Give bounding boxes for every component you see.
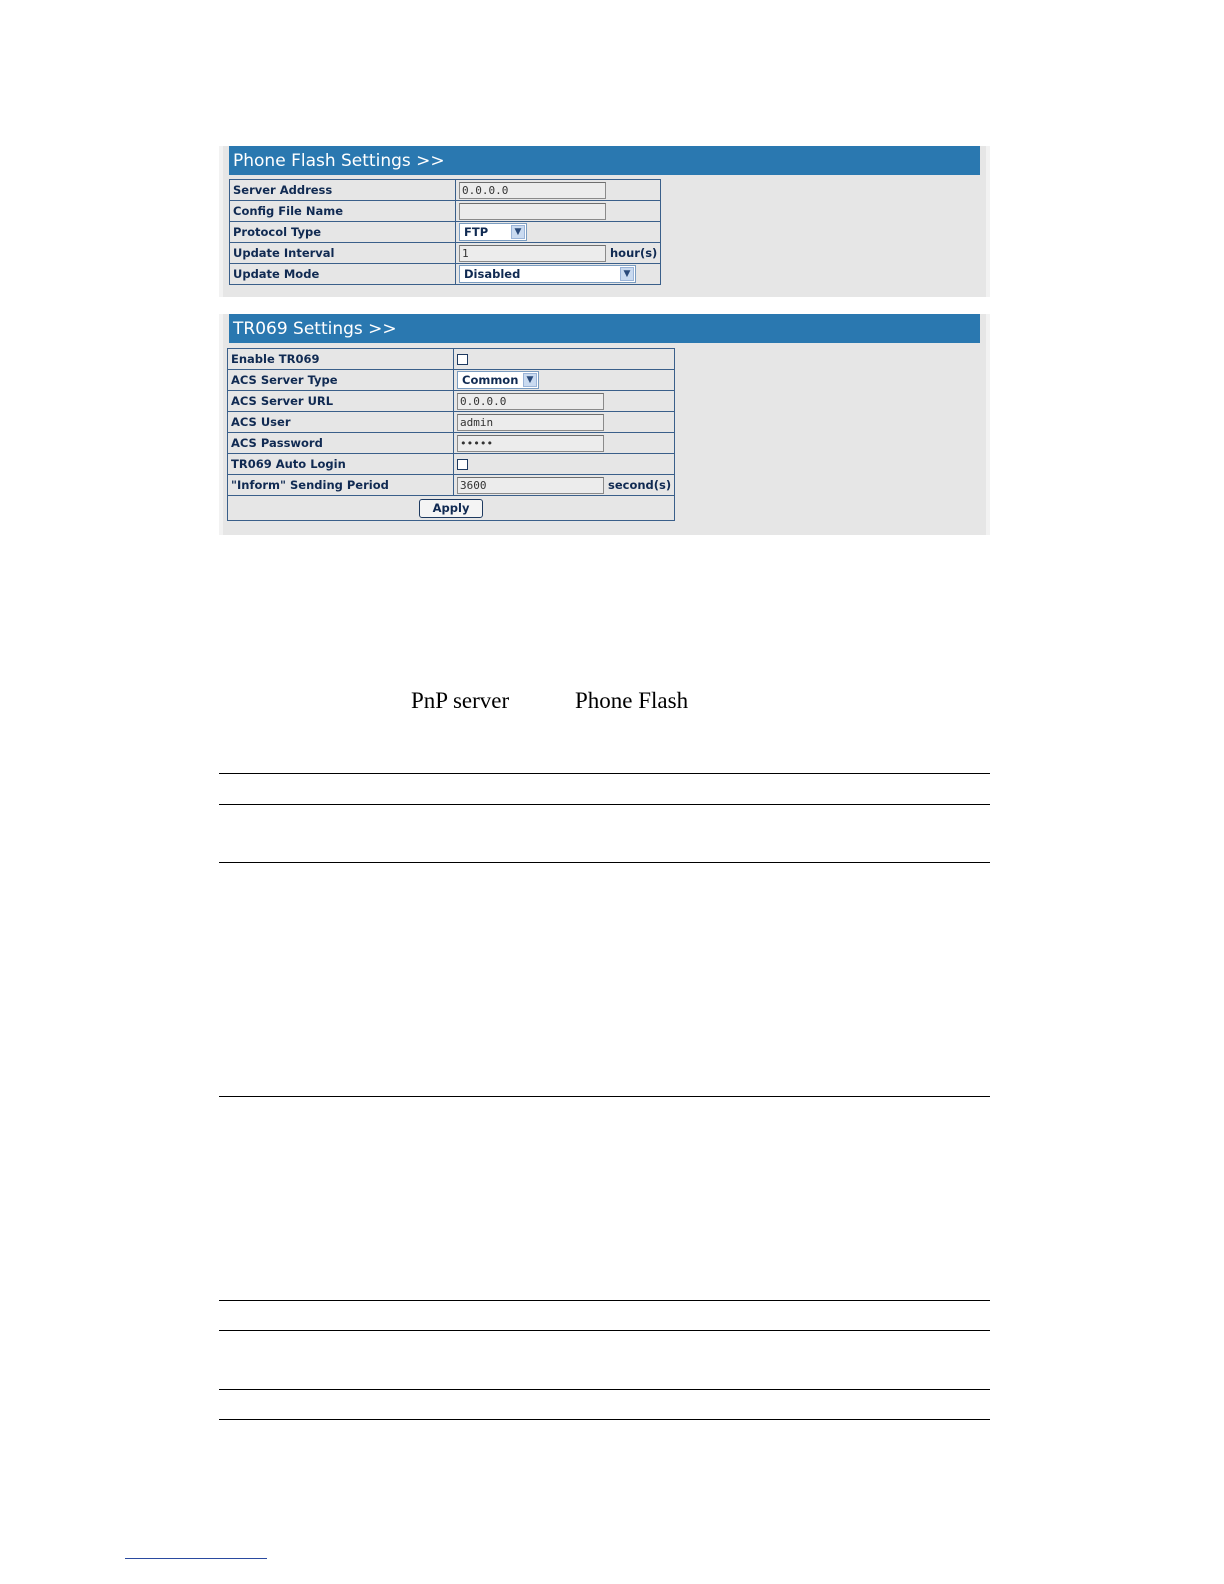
update-mode-value: Disabled	[464, 267, 521, 281]
phone-flash-settings-title: Phone Flash Settings >>	[229, 146, 980, 175]
table-row	[230, 201, 661, 222]
acs-user-label: ACS User	[228, 412, 454, 433]
acs-server-type-label: ACS Server Type	[228, 370, 454, 391]
phone-flash-text: Phone Flash	[575, 688, 689, 713]
table-row	[230, 264, 661, 285]
enable-tr069-label: Enable TR069	[228, 349, 454, 370]
chevron-down-icon[interactable]: ▼	[523, 373, 537, 387]
acs-server-url-input[interactable]: 0.0.0.0	[457, 393, 604, 410]
table-rule	[219, 1330, 990, 1331]
acs-password-input[interactable]: •••••	[457, 435, 604, 452]
acs-password-label: ACS Password	[228, 433, 454, 454]
config-file-name-label: Config File Name	[230, 201, 456, 222]
table-row	[230, 243, 661, 264]
table-rule	[219, 1419, 990, 1420]
acs-server-type-value: Common	[462, 373, 519, 387]
protocol-type-label: Protocol Type	[230, 222, 456, 243]
table-rule	[219, 1096, 990, 1097]
table-rule	[219, 773, 990, 774]
tr069-settings-title: TR069 Settings >>	[229, 314, 980, 343]
protocol-type-select[interactable]	[459, 223, 527, 241]
apply-button[interactable]: Apply	[419, 499, 483, 518]
protocol-type-value: FTP	[464, 225, 489, 239]
update-mode-select[interactable]	[459, 265, 636, 283]
apply-row	[228, 496, 675, 521]
pnp-server-text: PnP server	[411, 688, 510, 713]
table-row	[228, 433, 675, 454]
update-interval-unit: hour(s)	[610, 245, 658, 260]
update-interval-label: Update Interval	[230, 243, 456, 264]
table-row	[228, 391, 675, 412]
table-row	[230, 222, 661, 243]
update-mode-label: Update Mode	[230, 264, 456, 285]
table-rule	[219, 1300, 990, 1301]
chevron-down-icon[interactable]: ▼	[511, 225, 525, 239]
inform-sending-period-label: "Inform" Sending Period	[228, 475, 454, 496]
table-row	[228, 370, 675, 391]
update-interval-input[interactable]: 1	[459, 245, 606, 262]
phone-flash-settings-table	[229, 179, 661, 285]
server-address-label: Server Address	[230, 180, 456, 201]
chevron-down-icon[interactable]: ▼	[620, 267, 634, 281]
acs-server-type-select[interactable]	[457, 371, 539, 389]
tr069-settings-table	[227, 348, 675, 521]
acs-server-url-label: ACS Server URL	[228, 391, 454, 412]
table-rule	[219, 804, 990, 805]
footnote-separator	[125, 1558, 267, 1559]
table-row	[228, 349, 675, 370]
server-address-input[interactable]: 0.0.0.0	[459, 182, 606, 199]
table-rule	[219, 862, 990, 863]
table-row	[230, 180, 661, 201]
table-row	[228, 454, 675, 475]
acs-user-input[interactable]: admin	[457, 414, 604, 431]
table-row	[228, 475, 675, 496]
config-file-name-input[interactable]	[459, 203, 606, 220]
inform-sending-period-input[interactable]: 3600	[457, 477, 604, 494]
table-row	[228, 412, 675, 433]
enable-tr069-checkbox[interactable]	[457, 354, 468, 365]
tr069-auto-login-label: TR069 Auto Login	[228, 454, 454, 475]
inform-sending-period-unit: second(s)	[608, 477, 672, 492]
table-rule	[219, 1389, 990, 1390]
tr069-settings-panel	[219, 314, 990, 535]
phone-flash-settings-panel	[219, 146, 990, 297]
tr069-auto-login-checkbox[interactable]	[457, 459, 468, 470]
